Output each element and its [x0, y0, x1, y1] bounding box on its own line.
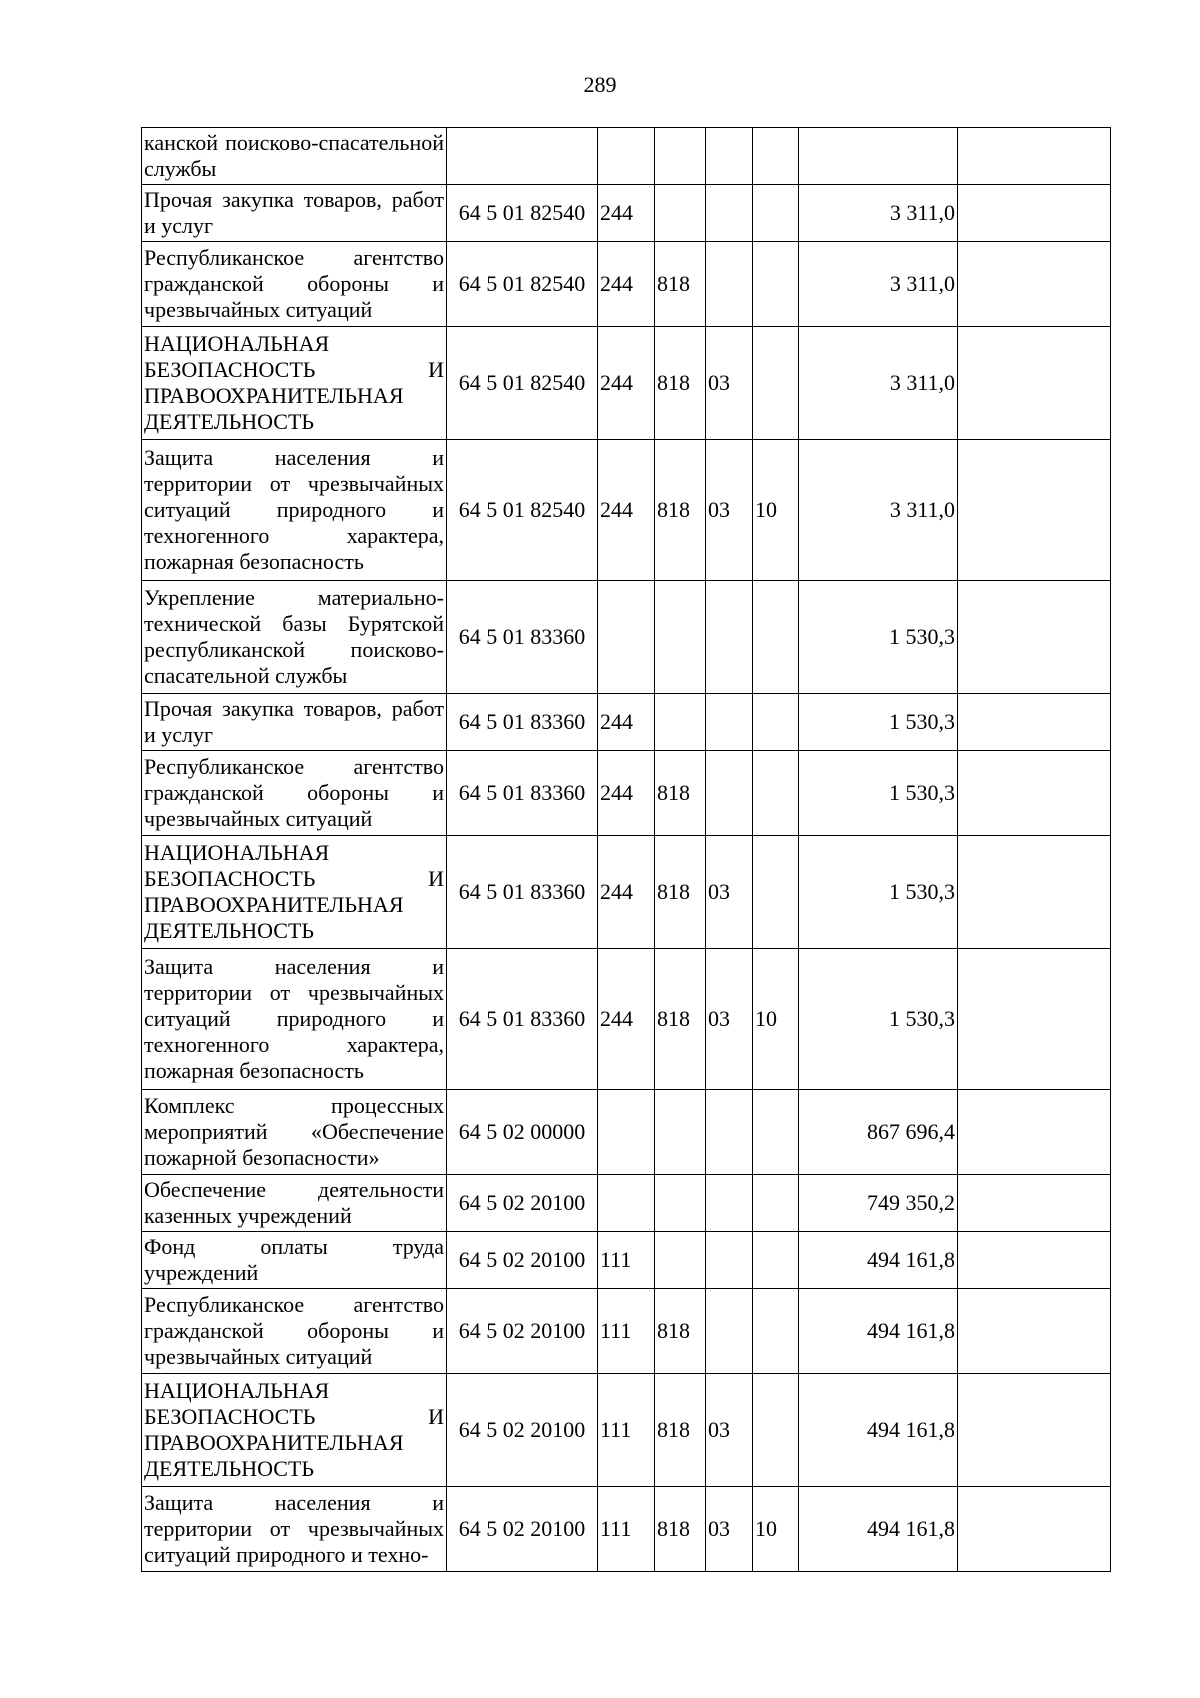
cell-amount: 3 311,0 [799, 242, 958, 327]
cell-administrator: 818 [655, 440, 706, 581]
cell-target-article: 64 5 02 20100 [447, 1487, 598, 1572]
cell-name: Защита населения и территории от чрезвычайных ситуаций природного и техногенного характера, пожарная безопасность [142, 440, 447, 581]
table-row [142, 1374, 1111, 1487]
cell-expense-type: 244 [598, 836, 655, 949]
cell-expense-type [598, 581, 655, 694]
cell-administrator [655, 1175, 706, 1232]
table-row [142, 949, 1111, 1090]
cell-name: НАЦИОНАЛЬНАЯ БЕЗОПАСНОСТЬ И ПРАВООХРАНИТЕЛЬНАЯ ДЕЯТЕЛЬНОСТЬ [142, 327, 447, 440]
cell-subsection [753, 128, 799, 185]
cell-target-article: 64 5 01 82540 [447, 327, 598, 440]
cell-expense-type [598, 1090, 655, 1175]
cell-empty [958, 1175, 1111, 1232]
cell-target-article: 64 5 02 20100 [447, 1289, 598, 1374]
cell-administrator [655, 694, 706, 751]
cell-section [706, 1289, 753, 1374]
cell-subsection [753, 581, 799, 694]
cell-administrator [655, 1090, 706, 1175]
cell-expense-type: 111 [598, 1374, 655, 1487]
cell-expense-type: 111 [598, 1487, 655, 1572]
cell-administrator [655, 185, 706, 242]
cell-empty [958, 836, 1111, 949]
cell-amount: 867 696,4 [799, 1090, 958, 1175]
cell-amount: 3 311,0 [799, 185, 958, 242]
table-row [142, 694, 1111, 751]
table-row [142, 1175, 1111, 1232]
cell-name: Защита населения и территории от чрезвычайных ситуаций природного и техногенного характера, пожарная безопасность [142, 949, 447, 1090]
cell-name: Комплекс процессных мероприятий «Обеспечение пожарной безопасности» [142, 1090, 447, 1175]
cell-name: канской поисково-спасательной службы [142, 128, 447, 185]
cell-expense-type: 111 [598, 1289, 655, 1374]
cell-section [706, 1090, 753, 1175]
cell-amount: 1 530,3 [799, 751, 958, 836]
cell-target-article: 64 5 01 83360 [447, 694, 598, 751]
cell-name: Защита населения и территории от чрезвычайных ситуаций природного и техно- [142, 1487, 447, 1572]
cell-name: Прочая закупка товаров, работ и услуг [142, 185, 447, 242]
table-row [142, 185, 1111, 242]
cell-section: 03 [706, 1374, 753, 1487]
table-row [142, 242, 1111, 327]
cell-empty [958, 949, 1111, 1090]
page-number: 289 [583, 72, 617, 97]
cell-section: 03 [706, 836, 753, 949]
table-row [142, 1232, 1111, 1289]
cell-section [706, 242, 753, 327]
cell-empty [958, 440, 1111, 581]
cell-empty [958, 128, 1111, 185]
cell-expense-type: 244 [598, 751, 655, 836]
table-body [142, 128, 1111, 1572]
table-row [142, 1090, 1111, 1175]
cell-section: 03 [706, 327, 753, 440]
cell-subsection [753, 242, 799, 327]
cell-expense-type: 244 [598, 694, 655, 751]
cell-subsection [753, 185, 799, 242]
cell-subsection [753, 1090, 799, 1175]
cell-amount: 3 311,0 [799, 327, 958, 440]
cell-target-article [447, 128, 598, 185]
cell-amount [799, 128, 958, 185]
cell-empty [958, 327, 1111, 440]
cell-expense-type: 244 [598, 440, 655, 581]
cell-subsection: 10 [753, 1487, 799, 1572]
cell-subsection: 10 [753, 440, 799, 581]
cell-administrator [655, 581, 706, 694]
cell-section: 03 [706, 440, 753, 581]
cell-target-article: 64 5 01 83360 [447, 751, 598, 836]
cell-subsection [753, 1175, 799, 1232]
cell-amount: 1 530,3 [799, 694, 958, 751]
budget-table [141, 127, 1111, 1572]
cell-administrator: 818 [655, 949, 706, 1090]
table-row [142, 128, 1111, 185]
table-row [142, 836, 1111, 949]
cell-target-article: 64 5 02 20100 [447, 1374, 598, 1487]
cell-section [706, 751, 753, 836]
cell-section [706, 581, 753, 694]
cell-administrator: 818 [655, 1289, 706, 1374]
cell-name: НАЦИОНАЛЬНАЯ БЕЗОПАСНОСТЬ И ПРАВООХРАНИТЕЛЬНАЯ ДЕЯТЕЛЬНОСТЬ [142, 836, 447, 949]
cell-target-article: 64 5 01 82540 [447, 242, 598, 327]
cell-amount: 1 530,3 [799, 836, 958, 949]
cell-amount: 1 530,3 [799, 581, 958, 694]
cell-target-article: 64 5 02 20100 [447, 1175, 598, 1232]
cell-expense-type: 244 [598, 185, 655, 242]
cell-amount: 494 161,8 [799, 1232, 958, 1289]
cell-empty [958, 1374, 1111, 1487]
cell-administrator: 818 [655, 751, 706, 836]
cell-administrator: 818 [655, 1374, 706, 1487]
cell-empty [958, 751, 1111, 836]
cell-subsection [753, 694, 799, 751]
cell-administrator: 818 [655, 1487, 706, 1572]
cell-expense-type: 244 [598, 949, 655, 1090]
cell-section [706, 185, 753, 242]
cell-name: Фонд оплаты труда учреждений [142, 1232, 447, 1289]
cell-empty [958, 1487, 1111, 1572]
cell-section: 03 [706, 1487, 753, 1572]
cell-amount: 494 161,8 [799, 1289, 958, 1374]
cell-empty [958, 1289, 1111, 1374]
cell-administrator: 818 [655, 836, 706, 949]
cell-expense-type [598, 1175, 655, 1232]
cell-subsection [753, 327, 799, 440]
cell-subsection [753, 1374, 799, 1487]
cell-amount: 494 161,8 [799, 1374, 958, 1487]
cell-expense-type: 111 [598, 1232, 655, 1289]
cell-section [706, 1175, 753, 1232]
cell-administrator [655, 1232, 706, 1289]
cell-name: Республиканское агентство гражданской обороны и чрезвычайных ситуаций [142, 1289, 447, 1374]
cell-name: Республиканское агентство гражданской обороны и чрезвычайных ситуаций [142, 242, 447, 327]
cell-name: НАЦИОНАЛЬНАЯ БЕЗОПАСНОСТЬ И ПРАВООХРАНИТЕЛЬНАЯ ДЕЯТЕЛЬНОСТЬ [142, 1374, 447, 1487]
cell-empty [958, 1232, 1111, 1289]
cell-expense-type [598, 128, 655, 185]
cell-target-article: 64 5 01 82540 [447, 440, 598, 581]
cell-subsection: 10 [753, 949, 799, 1090]
table-row [142, 1487, 1111, 1572]
cell-name: Прочая закупка товаров, работ и услуг [142, 694, 447, 751]
cell-amount: 3 311,0 [799, 440, 958, 581]
cell-section [706, 128, 753, 185]
cell-administrator [655, 128, 706, 185]
cell-section [706, 694, 753, 751]
cell-name: Обеспечение деятельности казенных учреждений [142, 1175, 447, 1232]
table-row [142, 1289, 1111, 1374]
table-row [142, 440, 1111, 581]
cell-amount: 1 530,3 [799, 949, 958, 1090]
cell-target-article: 64 5 01 83360 [447, 836, 598, 949]
cell-target-article: 64 5 02 20100 [447, 1232, 598, 1289]
cell-section [706, 1232, 753, 1289]
cell-section: 03 [706, 949, 753, 1090]
table-row [142, 581, 1111, 694]
cell-subsection [753, 1232, 799, 1289]
cell-target-article: 64 5 01 83360 [447, 949, 598, 1090]
cell-administrator: 818 [655, 242, 706, 327]
cell-empty [958, 242, 1111, 327]
cell-subsection [753, 836, 799, 949]
table-row [142, 327, 1111, 440]
cell-target-article: 64 5 02 00000 [447, 1090, 598, 1175]
table-row [142, 751, 1111, 836]
cell-empty [958, 581, 1111, 694]
cell-expense-type: 244 [598, 242, 655, 327]
cell-amount: 494 161,8 [799, 1487, 958, 1572]
cell-target-article: 64 5 01 82540 [447, 185, 598, 242]
cell-subsection [753, 751, 799, 836]
cell-empty [958, 185, 1111, 242]
cell-name: Укрепление материально-технической базы Бурятской республиканской поисково-спасательной службы [142, 581, 447, 694]
cell-amount: 749 350,2 [799, 1175, 958, 1232]
cell-empty [958, 1090, 1111, 1175]
cell-target-article: 64 5 01 83360 [447, 581, 598, 694]
cell-expense-type: 244 [598, 327, 655, 440]
cell-empty [958, 694, 1111, 751]
cell-administrator: 818 [655, 327, 706, 440]
cell-name: Республиканское агентство гражданской обороны и чрезвычайных ситуаций [142, 751, 447, 836]
cell-subsection [753, 1289, 799, 1374]
